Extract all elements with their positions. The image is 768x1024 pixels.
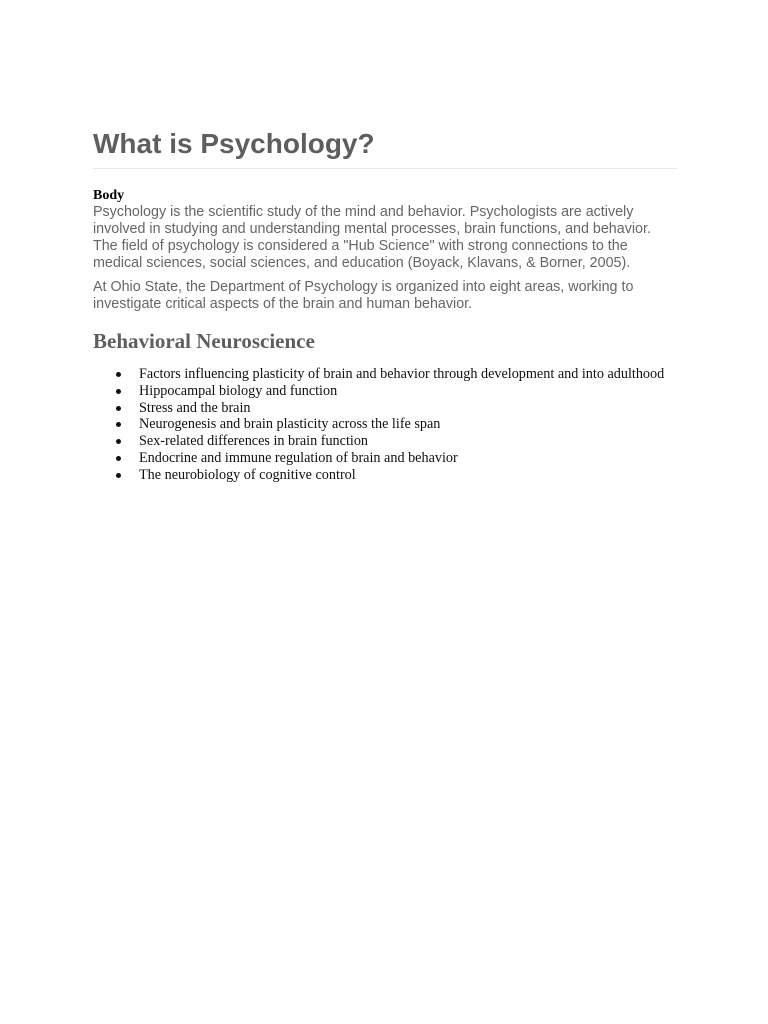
- list-item-text: Sex-related differences in brain function: [139, 433, 369, 450]
- list-item-text: The neurobiology of cognitive control: [139, 466, 356, 483]
- section-heading: Behavioral Neuroscience: [93, 329, 315, 353]
- list-item-text: Neurogenesis and brain plasticity across the life span: [139, 416, 441, 433]
- list-item-text: Stress and the brain: [139, 399, 251, 416]
- list-item-text: Hippocampal biology and function: [139, 382, 338, 399]
- bullet-icon: [116, 389, 121, 394]
- intro-paragraph: Psychology is the scientific study of the mind and behavior. Psychologists are actively involved in studying and understanding mental processes, brain functions, and behavior. The field of psychology is considered a "Hub Science" with strong connections to the medical sciences, social sciences, and education (Boyack, Klavans, & Borner, 2005).: [93, 204, 651, 271]
- bullet-icon: [116, 372, 121, 377]
- bullet-icon: [116, 473, 121, 478]
- list-item-text: Endocrine and immune regulation of brain and behavior: [139, 449, 458, 466]
- bullet-icon: [116, 422, 121, 427]
- page-title: What is Psychology?: [93, 124, 677, 169]
- list-item: [93, 416, 677, 433]
- list-item: [93, 400, 677, 417]
- list-item: [93, 467, 677, 484]
- bullet-icon: [116, 456, 121, 461]
- list-item-text: Factors influencing plasticity of brain and behavior through development and into adulthood: [139, 366, 665, 382]
- bullet-icon: [116, 406, 121, 411]
- document-page: [93, 124, 677, 484]
- list-item: [93, 366, 677, 383]
- departments-paragraph: At Ohio State, the Department of Psychology is organized into eight areas, working to investigate critical aspects of the brain and human behavior.: [93, 279, 634, 312]
- topic-list: [93, 366, 677, 484]
- bullet-icon: [116, 439, 121, 444]
- section-label: Body: [93, 188, 125, 203]
- list-item: [93, 433, 677, 450]
- list-item: [93, 450, 677, 467]
- list-item: [93, 383, 677, 400]
